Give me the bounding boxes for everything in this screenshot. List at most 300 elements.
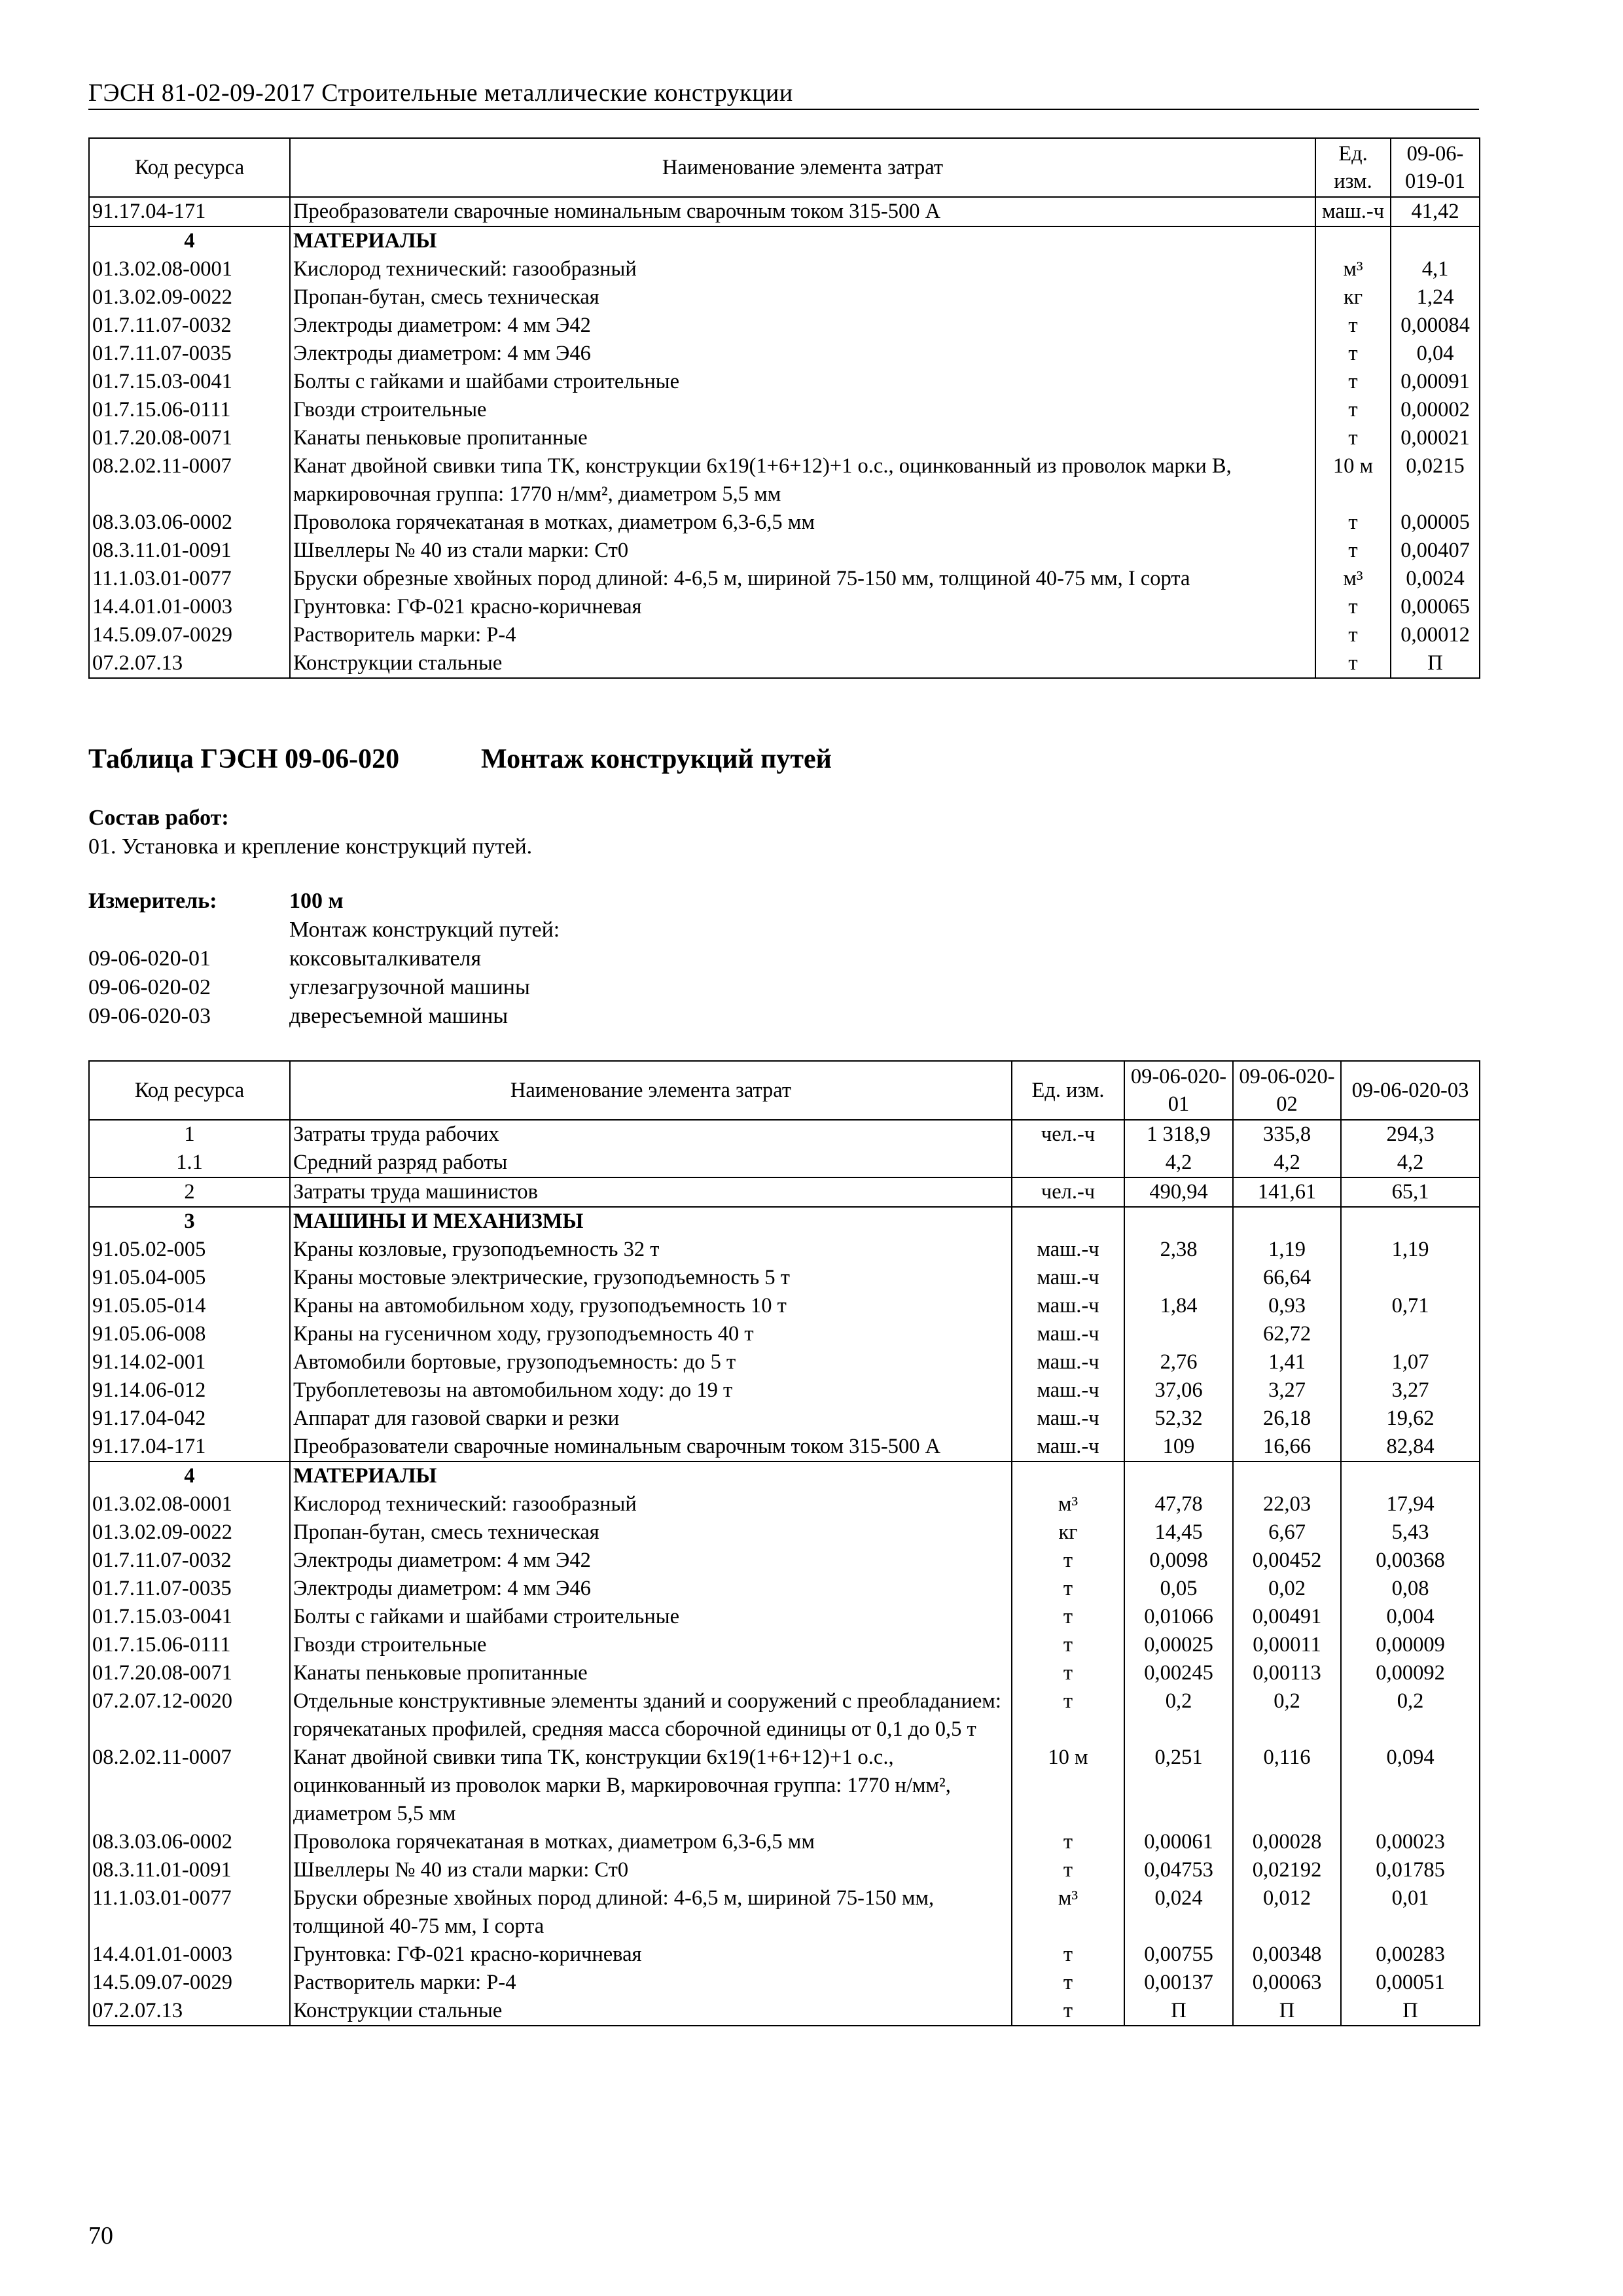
unit-cell: т (1315, 368, 1391, 396)
table-row (89, 1856, 1480, 1884)
table-row (89, 424, 1480, 452)
table-row (89, 1744, 1480, 1828)
table-row (89, 197, 1480, 226)
table-row (89, 537, 1480, 565)
value-cell-2: 66,64 (1233, 1264, 1341, 1292)
resource-code: 11.1.03.01-0077 (89, 565, 290, 593)
table-row (89, 1320, 1480, 1348)
resource-code: 01.7.11.07-0032 (89, 312, 290, 340)
table-name: Монтаж конструкций путей (481, 744, 832, 774)
resource-code: 08.3.11.01-0091 (89, 537, 290, 565)
unit-cell: т (1012, 1575, 1124, 1603)
value-cell-2: 0,93 (1233, 1292, 1341, 1320)
resource-code: 14.4.01.01-0003 (89, 1941, 290, 1969)
resource-code: 08.2.02.11-0007 (89, 452, 290, 509)
resource-name: Проволока горячекатаная в мотках, диаметром 6,3-6,5 мм (290, 509, 1315, 537)
unit-cell: чел.-ч (1012, 1120, 1124, 1149)
unit-cell: т (1315, 312, 1391, 340)
value-cell-1: 109 (1124, 1433, 1233, 1462)
resource-code: 11.1.03.01-0077 (89, 1884, 290, 1941)
measure-value: 100 м (289, 889, 344, 913)
table-row (89, 452, 1480, 509)
resource-code: 01.7.15.03-0041 (89, 368, 290, 396)
table-row (89, 621, 1480, 649)
header-col-019-01: 09-06-019-01 (1391, 138, 1480, 197)
table-row (89, 283, 1480, 312)
value-cell-1: 4,2 (1124, 1149, 1233, 1177)
resource-code: 91.05.02-005 (89, 1236, 290, 1264)
resource-name: Краны на гусеничном ходу, грузоподъемность 40 т (290, 1320, 1012, 1348)
value-cell-2: 0,00491 (1233, 1603, 1341, 1631)
resource-code: 3 (89, 1207, 290, 1236)
resource-name: Кислород технический: газообразный (290, 255, 1315, 283)
unit-cell (1012, 1462, 1124, 1490)
resource-code: 91.05.05-014 (89, 1292, 290, 1320)
unit-cell: 10 м (1315, 452, 1391, 509)
unit-cell: т (1012, 1969, 1124, 1997)
resource-code: 14.4.01.01-0003 (89, 593, 290, 621)
value-cell-1: 0,0024 (1391, 565, 1480, 593)
resource-name: Кислород технический: газообразный (290, 1490, 1012, 1518)
value-cell-1: 0,00755 (1124, 1941, 1233, 1969)
value-cell-1: 0,00021 (1391, 424, 1480, 452)
table-row (89, 1547, 1480, 1575)
resource-name: Грунтовка: ГФ-021 красно-коричневая (290, 1941, 1012, 1969)
value-cell-1: 0,2 (1124, 1687, 1233, 1744)
resource-code: 91.17.04-171 (89, 1433, 290, 1462)
resource-code: 01.7.15.06-0111 (89, 1631, 290, 1659)
resource-code: 01.7.11.07-0032 (89, 1547, 290, 1575)
value-cell-1: 52,32 (1124, 1405, 1233, 1433)
unit-cell: маш.-ч (1315, 197, 1391, 226)
resource-name: МАТЕРИАЛЫ (290, 226, 1315, 255)
value-cell-1: 2,76 (1124, 1348, 1233, 1376)
measure-code: 09-06-020-01 (88, 946, 211, 971)
value-cell-3: 0,00051 (1341, 1969, 1480, 1997)
value-cell-3: 5,43 (1341, 1518, 1480, 1547)
value-cell-1: 37,06 (1124, 1376, 1233, 1405)
value-cell-2: 0,00452 (1233, 1547, 1341, 1575)
resource-code: 01.7.20.08-0071 (89, 424, 290, 452)
resource-name: Преобразователи сварочные номинальным сварочным током 315-500 А (290, 1433, 1012, 1462)
table-header-row (89, 1061, 1480, 1120)
resource-name: Гвозди строительные (290, 1631, 1012, 1659)
unit-cell (1012, 1149, 1124, 1177)
header-rule (88, 109, 1479, 110)
table-row (89, 1264, 1480, 1292)
resource-code: 08.3.11.01-0091 (89, 1856, 290, 1884)
header-col-020-02: 09-06-020-02 (1233, 1061, 1341, 1120)
value-cell-2: 0,00113 (1233, 1659, 1341, 1687)
table-row (89, 1941, 1480, 1969)
value-cell-1: 0,04753 (1124, 1856, 1233, 1884)
resource-table-09-06-019 (88, 137, 1480, 679)
value-cell-2: 141,61 (1233, 1177, 1341, 1207)
value-cell-3: 4,2 (1341, 1149, 1480, 1177)
value-cell-2: 22,03 (1233, 1490, 1341, 1518)
unit-cell: т (1315, 593, 1391, 621)
value-cell-2: П (1233, 1997, 1341, 2026)
table-title (88, 741, 832, 778)
value-cell-1: 0,00005 (1391, 509, 1480, 537)
resource-code: 91.17.04-171 (89, 197, 290, 226)
value-cell-1: 490,94 (1124, 1177, 1233, 1207)
resource-name: Гвозди строительные (290, 396, 1315, 424)
value-cell-1: 0,00137 (1124, 1969, 1233, 1997)
value-cell-3: 82,84 (1341, 1433, 1480, 1462)
resource-name: МАТЕРИАЛЫ (290, 1462, 1012, 1490)
section-row (89, 1462, 1480, 1490)
value-cell-1: П (1124, 1997, 1233, 2026)
table-row (89, 1149, 1480, 1177)
header-unit: Ед. изм. (1315, 138, 1391, 197)
value-cell-1: 0,00012 (1391, 621, 1480, 649)
unit-cell: м³ (1315, 565, 1391, 593)
value-cell-1 (1124, 1264, 1233, 1292)
table-id: Таблица ГЭСН 09-06-020 (88, 744, 400, 774)
value-cell-1: 0,0215 (1391, 452, 1480, 509)
resource-name: Затраты труда машинистов (290, 1177, 1012, 1207)
resource-code: 91.14.02-001 (89, 1348, 290, 1376)
value-cell-1: 2,38 (1124, 1236, 1233, 1264)
unit-cell: кг (1315, 283, 1391, 312)
measure-text: коксовыталкивателя (289, 946, 482, 971)
unit-cell: т (1012, 1631, 1124, 1659)
unit-cell: т (1315, 537, 1391, 565)
header-name: Наименование элемента затрат (290, 138, 1315, 197)
resource-code: 4 (89, 226, 290, 255)
resource-name: Трубоплетевозы на автомобильном ходу: до 19 т (290, 1376, 1012, 1405)
value-cell-1: 0,00061 (1124, 1828, 1233, 1856)
unit-cell: 10 м (1012, 1744, 1124, 1828)
value-cell-1 (1124, 1320, 1233, 1348)
table-row (89, 1969, 1480, 1997)
resource-code: 01.7.15.03-0041 (89, 1603, 290, 1631)
table-row (89, 1405, 1480, 1433)
value-cell-3: 19,62 (1341, 1405, 1480, 1433)
table-row (89, 593, 1480, 621)
resource-name: Электроды диаметром: 4 мм Э42 (290, 1547, 1012, 1575)
resource-code: 2 (89, 1177, 290, 1207)
table-row (89, 1490, 1480, 1518)
value-cell-1: 0,0098 (1124, 1547, 1233, 1575)
value-cell-2: 335,8 (1233, 1120, 1341, 1149)
unit-cell: т (1315, 340, 1391, 368)
resource-name: Болты с гайками и шайбами строительные (290, 368, 1315, 396)
unit-cell: маш.-ч (1012, 1376, 1124, 1405)
value-cell-2: 0,00011 (1233, 1631, 1341, 1659)
value-cell-1: 0,00025 (1124, 1631, 1233, 1659)
value-cell-1: 0,00245 (1124, 1659, 1233, 1687)
unit-cell: т (1315, 396, 1391, 424)
resource-name: Аппарат для газовой сварки и резки (290, 1405, 1012, 1433)
table-row (89, 1828, 1480, 1856)
value-cell-3: 1,07 (1341, 1348, 1480, 1376)
resource-name: Швеллеры № 40 из стали марки: Ст0 (290, 537, 1315, 565)
resource-code: 1 (89, 1120, 290, 1149)
value-cell-1: 0,05 (1124, 1575, 1233, 1603)
resource-name: Болты с гайками и шайбами строительные (290, 1603, 1012, 1631)
unit-cell: маш.-ч (1012, 1433, 1124, 1462)
table-row (89, 1603, 1480, 1631)
value-cell-1 (1391, 226, 1480, 255)
resource-code: 01.7.11.07-0035 (89, 1575, 290, 1603)
table-row (89, 565, 1480, 593)
resource-code: 01.7.20.08-0071 (89, 1659, 290, 1687)
resource-code: 01.3.02.08-0001 (89, 1490, 290, 1518)
table-row (89, 368, 1480, 396)
table-row (89, 1348, 1480, 1376)
value-cell-3: 0,00009 (1341, 1631, 1480, 1659)
value-cell-3: 0,71 (1341, 1292, 1480, 1320)
value-cell-2: 1,41 (1233, 1348, 1341, 1376)
unit-cell: маш.-ч (1012, 1264, 1124, 1292)
resource-code: 91.05.04-005 (89, 1264, 290, 1292)
table-header-row (89, 138, 1480, 197)
header-name: Наименование элемента затрат (290, 1061, 1012, 1120)
value-cell-1: 4,1 (1391, 255, 1480, 283)
resource-name: Канат двойной свивки типа ТК, конструкции 6х19(1+6+12)+1 о.с., оцинкованный из проволок марки В, маркировочная группа: 1770 н/мм², диаметром 5,5 мм (290, 452, 1315, 509)
resource-name: Электроды диаметром: 4 мм Э46 (290, 1575, 1012, 1603)
value-cell-2: 0,116 (1233, 1744, 1341, 1828)
resource-name: Краны на автомобильном ходу, грузоподъемность 10 т (290, 1292, 1012, 1320)
unit-cell: маш.-ч (1012, 1292, 1124, 1320)
table-row (89, 1575, 1480, 1603)
unit-cell: маш.-ч (1012, 1348, 1124, 1376)
table-row (89, 1659, 1480, 1687)
resource-code: 01.7.15.06-0111 (89, 396, 290, 424)
work-composition-label: Состав работ: (88, 806, 229, 830)
value-cell-2: 0,00348 (1233, 1941, 1341, 1969)
unit-cell: т (1012, 1828, 1124, 1856)
value-cell-1: 1 318,9 (1124, 1120, 1233, 1149)
value-cell-2 (1233, 1207, 1341, 1236)
resource-name: МАШИНЫ И МЕХАНИЗМЫ (290, 1207, 1012, 1236)
unit-cell: т (1315, 649, 1391, 678)
value-cell-1: 1,24 (1391, 283, 1480, 312)
value-cell-3: 0,01 (1341, 1884, 1480, 1941)
unit-cell: м³ (1315, 255, 1391, 283)
value-cell-3: 1,19 (1341, 1236, 1480, 1264)
table-row (89, 1687, 1480, 1744)
running-head: ГЭСН 81-02-09-2017 Строительные металлические конструкции (88, 79, 793, 107)
unit-cell (1315, 226, 1391, 255)
value-cell-2: 1,19 (1233, 1236, 1341, 1264)
resource-code: 14.5.09.07-0029 (89, 1969, 290, 1997)
resource-name: Электроды диаметром: 4 мм Э42 (290, 312, 1315, 340)
header-unit: Ед. изм. (1012, 1061, 1124, 1120)
resource-name: Пропан-бутан, смесь техническая (290, 1518, 1012, 1547)
value-cell-1: 0,00065 (1391, 593, 1480, 621)
value-cell-1: 0,00002 (1391, 396, 1480, 424)
measure-text: двересъемной машины (289, 1004, 508, 1028)
value-cell-3: 0,2 (1341, 1687, 1480, 1744)
unit-cell: маш.-ч (1012, 1236, 1124, 1264)
resource-name: Швеллеры № 40 из стали марки: Ст0 (290, 1856, 1012, 1884)
resource-name: Канаты пеньковые пропитанные (290, 1659, 1012, 1687)
resource-name: Растворитель марки: Р-4 (290, 1969, 1012, 1997)
resource-name: Электроды диаметром: 4 мм Э46 (290, 340, 1315, 368)
table-row (89, 1884, 1480, 1941)
resource-name: Отдельные конструктивные элементы зданий и сооружений с преобладанием: горячекатаных профилей, средняя масса сборочной единицы от 0,1 до 0,5 т (290, 1687, 1012, 1744)
value-cell-2: 16,66 (1233, 1433, 1341, 1462)
resource-name: Конструкции стальные (290, 1997, 1012, 2026)
table-row (89, 1997, 1480, 2026)
resource-code: 01.3.02.08-0001 (89, 255, 290, 283)
unit-cell: т (1012, 1856, 1124, 1884)
resource-code: 4 (89, 1462, 290, 1490)
header-code: Код ресурса (89, 1061, 290, 1120)
resource-name: Растворитель марки: Р-4 (290, 621, 1315, 649)
resource-code: 01.3.02.09-0022 (89, 1518, 290, 1547)
table-row (89, 1518, 1480, 1547)
measure-label: Измеритель: (88, 889, 217, 913)
table-row (89, 1631, 1480, 1659)
resource-code: 14.5.09.07-0029 (89, 621, 290, 649)
resource-name: Канаты пеньковые пропитанные (290, 424, 1315, 452)
measure-code: 09-06-020-03 (88, 1004, 211, 1028)
unit-cell: т (1012, 1547, 1124, 1575)
resource-code: 07.2.07.13 (89, 1997, 290, 2026)
header-col-020-01: 09-06-020-01 (1124, 1061, 1233, 1120)
value-cell-1: 0,04 (1391, 340, 1480, 368)
value-cell-3 (1341, 1320, 1480, 1348)
value-cell-1: 0,00084 (1391, 312, 1480, 340)
value-cell-3: 0,00283 (1341, 1941, 1480, 1969)
value-cell-2: 6,67 (1233, 1518, 1341, 1547)
table-row (89, 649, 1480, 678)
table-row (89, 1376, 1480, 1405)
measure-text: углезагрузочной машины (289, 975, 530, 999)
resource-name: Канат двойной свивки типа ТК, конструкции 6х19(1+6+12)+1 о.с., оцинкованный из проволок марки В, маркировочная группа: 1770 н/мм², диаметром 5,5 мм (290, 1744, 1012, 1828)
value-cell-2: 26,18 (1233, 1405, 1341, 1433)
value-cell-1 (1124, 1207, 1233, 1236)
header-code: Код ресурса (89, 138, 290, 197)
resource-code: 01.3.02.09-0022 (89, 283, 290, 312)
value-cell-3 (1341, 1207, 1480, 1236)
unit-cell: чел.-ч (1012, 1177, 1124, 1207)
resource-code: 08.2.02.11-0007 (89, 1744, 290, 1828)
value-cell-3: 3,27 (1341, 1376, 1480, 1405)
value-cell-3: П (1341, 1997, 1480, 2026)
table-row (89, 1120, 1480, 1149)
value-cell-1: 0,00407 (1391, 537, 1480, 565)
table-row (89, 396, 1480, 424)
unit-cell: м³ (1012, 1884, 1124, 1941)
resource-name: Конструкции стальные (290, 649, 1315, 678)
value-cell-2: 0,00028 (1233, 1828, 1341, 1856)
measure-caption: Монтаж конструкций путей: (289, 918, 560, 942)
value-cell-3: 294,3 (1341, 1120, 1480, 1149)
resource-code: 91.14.06-012 (89, 1376, 290, 1405)
value-cell-1: 14,45 (1124, 1518, 1233, 1547)
table-row (89, 1177, 1480, 1207)
unit-cell: т (1315, 424, 1391, 452)
resource-name: Бруски обрезные хвойных пород длиной: 4-6,5 м, шириной 75-150 мм, толщиной 40-75 мм, I сорта (290, 565, 1315, 593)
resource-code: 91.05.06-008 (89, 1320, 290, 1348)
resource-code: 07.2.07.13 (89, 649, 290, 678)
unit-cell: т (1012, 1603, 1124, 1631)
value-cell-2: 62,72 (1233, 1320, 1341, 1348)
table-body (89, 1120, 1480, 2026)
resource-code: 01.7.11.07-0035 (89, 340, 290, 368)
resource-name: Средний разряд работы (290, 1149, 1012, 1177)
value-cell-1: 47,78 (1124, 1490, 1233, 1518)
value-cell-2: 4,2 (1233, 1149, 1341, 1177)
value-cell-1: П (1391, 649, 1480, 678)
value-cell-3 (1341, 1462, 1480, 1490)
value-cell-3: 0,01785 (1341, 1856, 1480, 1884)
value-cell-2 (1233, 1462, 1341, 1490)
value-cell-1: 1,84 (1124, 1292, 1233, 1320)
section-row (89, 226, 1480, 255)
resource-name: Затраты труда рабочих (290, 1120, 1012, 1149)
value-cell-2: 0,02192 (1233, 1856, 1341, 1884)
unit-cell: т (1012, 1687, 1124, 1744)
value-cell-1: 41,42 (1391, 197, 1480, 226)
table-row (89, 312, 1480, 340)
table-row (89, 1292, 1480, 1320)
value-cell-3: 0,00368 (1341, 1547, 1480, 1575)
value-cell-1: 0,024 (1124, 1884, 1233, 1941)
unit-cell: т (1315, 509, 1391, 537)
resource-name: Проволока горячекатаная в мотках, диаметром 6,3-6,5 мм (290, 1828, 1012, 1856)
value-cell-3 (1341, 1264, 1480, 1292)
resource-code: 08.3.03.06-0002 (89, 509, 290, 537)
table-row (89, 509, 1480, 537)
unit-cell: маш.-ч (1012, 1320, 1124, 1348)
value-cell-2: 0,00063 (1233, 1969, 1341, 1997)
unit-cell: т (1315, 621, 1391, 649)
work-composition-item: 01. Установка и крепление конструкций путей. (88, 834, 533, 859)
section-row (89, 1207, 1480, 1236)
resource-name: Грунтовка: ГФ-021 красно-коричневая (290, 593, 1315, 621)
value-cell-3: 17,94 (1341, 1490, 1480, 1518)
unit-cell: м³ (1012, 1490, 1124, 1518)
resource-name: Краны мостовые электрические, грузоподъемность 5 т (290, 1264, 1012, 1292)
value-cell-3: 65,1 (1341, 1177, 1480, 1207)
value-cell-2: 3,27 (1233, 1376, 1341, 1405)
value-cell-3: 0,004 (1341, 1603, 1480, 1631)
measure-code: 09-06-020-02 (88, 975, 211, 999)
value-cell-1: 0,251 (1124, 1744, 1233, 1828)
header-col-020-03: 09-06-020-03 (1341, 1061, 1480, 1120)
unit-cell: т (1012, 1997, 1124, 2026)
unit-cell: т (1012, 1941, 1124, 1969)
table-row (89, 1236, 1480, 1264)
resource-name: Автомобили бортовые, грузоподъемность: до 5 т (290, 1348, 1012, 1376)
value-cell-1: 0,00091 (1391, 368, 1480, 396)
page-number: 70 (88, 2222, 113, 2250)
resource-name: Краны козловые, грузоподъемность 32 т (290, 1236, 1012, 1264)
unit-cell: т (1012, 1659, 1124, 1687)
table-body (89, 197, 1480, 678)
resource-code: 1.1 (89, 1149, 290, 1177)
unit-cell (1012, 1207, 1124, 1236)
resource-code: 91.17.04-042 (89, 1405, 290, 1433)
table-row (89, 255, 1480, 283)
resource-code: 08.3.03.06-0002 (89, 1828, 290, 1856)
value-cell-3: 0,08 (1341, 1575, 1480, 1603)
value-cell-2: 0,02 (1233, 1575, 1341, 1603)
resource-code: 07.2.07.12-0020 (89, 1687, 290, 1744)
unit-cell: маш.-ч (1012, 1405, 1124, 1433)
value-cell-3: 0,00092 (1341, 1659, 1480, 1687)
value-cell-2: 0,2 (1233, 1687, 1341, 1744)
resource-name: Пропан-бутан, смесь техническая (290, 283, 1315, 312)
table-row (89, 1433, 1480, 1462)
value-cell-3: 0,094 (1341, 1744, 1480, 1828)
